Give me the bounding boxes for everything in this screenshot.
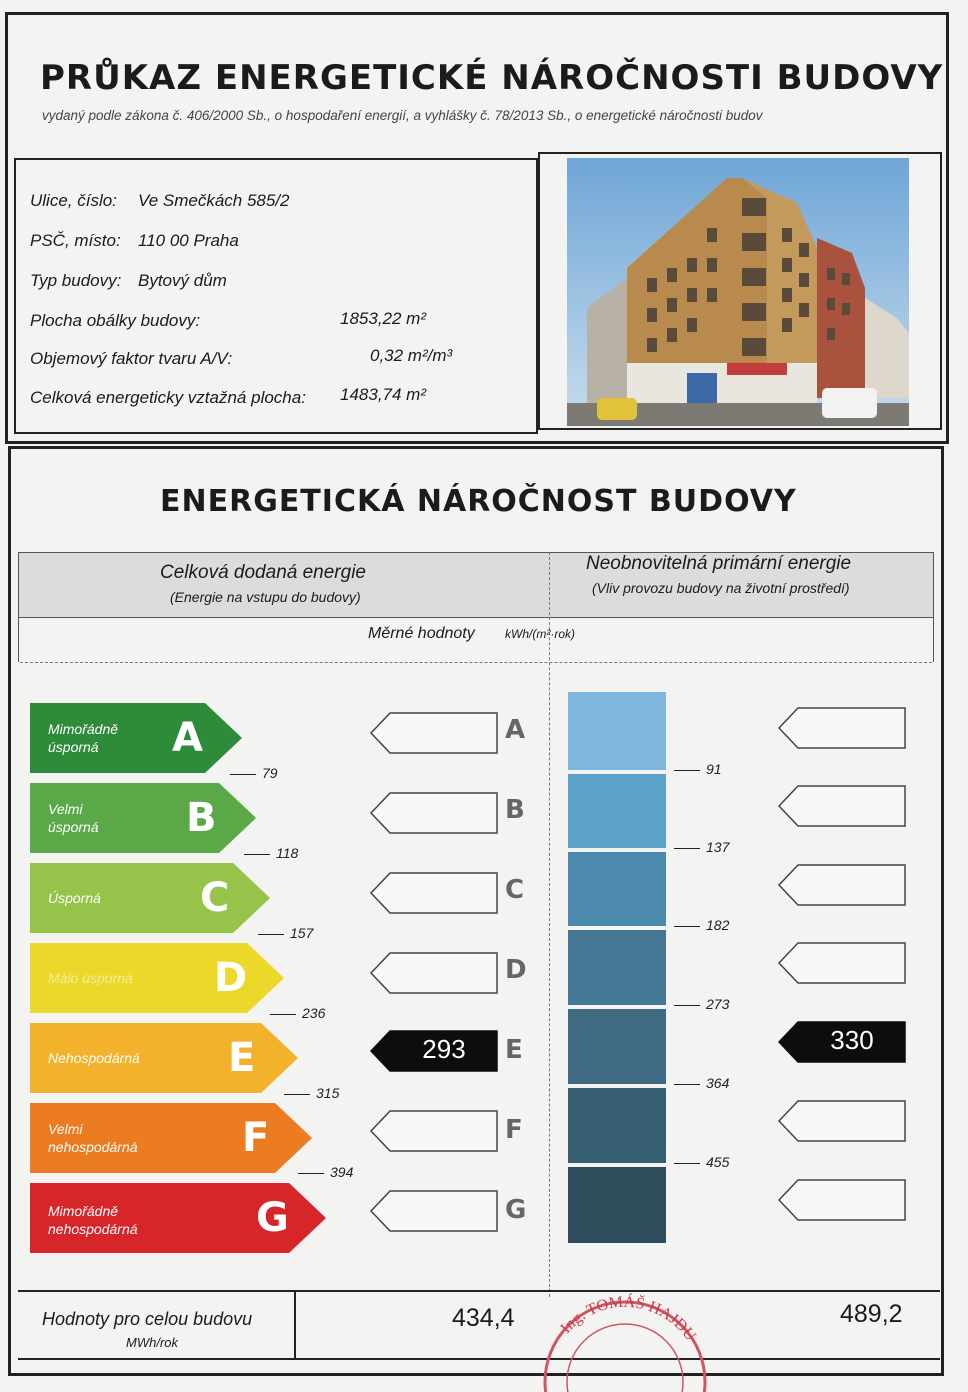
type-value: Bytový dům <box>138 271 227 290</box>
right-indicator-b-outline <box>779 786 905 826</box>
right-column-subtitle: (Vliv provozu budovy na životní prostředí) <box>592 580 850 596</box>
class-arrow-b <box>30 783 256 853</box>
right-threshold-2-value: 137 <box>706 839 730 855</box>
primary-block-a <box>568 692 666 770</box>
left-threshold-2-value: 118 <box>276 845 299 861</box>
primary-block-d <box>568 930 666 1005</box>
left-indicator-b <box>370 792 498 834</box>
left-indicator-g <box>370 1190 498 1232</box>
stamp-inner-ring <box>567 1324 683 1392</box>
totals-divider <box>294 1290 296 1360</box>
primary-block-b <box>568 774 666 848</box>
right-indicator-d <box>778 942 906 984</box>
left-indicator-f <box>370 1110 498 1152</box>
right-threshold-3 <box>674 917 729 933</box>
side-letter-c: C <box>505 875 525 905</box>
left-threshold-4-value: 236 <box>302 1005 326 1021</box>
page-title: PRŮKAZ ENERGETICKÉ NÁROČNOSTI BUDOVY <box>40 58 944 98</box>
class-arrow-f <box>30 1103 312 1173</box>
left-threshold-3 <box>258 925 313 941</box>
factor-value: 0,32 m²/m³ <box>370 346 453 365</box>
class-arrow-e <box>30 1023 298 1093</box>
left-indicator-g-outline <box>371 1191 497 1231</box>
column-divider <box>549 552 550 1297</box>
class-arrow-g <box>30 1183 326 1253</box>
totals-label: Hodnoty pro celou budovu <box>42 1309 253 1329</box>
building-photo-svg <box>567 158 909 426</box>
right-threshold-5 <box>674 1075 729 1091</box>
factor-label: Objemový faktor tvaru A/V: <box>30 349 233 368</box>
class-c-label-1: Úsporná <box>48 890 101 906</box>
right-indicator-f-outline <box>779 1101 905 1141</box>
left-indicator-d-outline <box>371 953 497 993</box>
right-threshold-1 <box>674 761 722 777</box>
stamp-text-path: Ing. TOMÁŠ HAJDU <box>557 1293 700 1345</box>
primary-block-e <box>568 1009 666 1084</box>
left-threshold-5 <box>284 1085 339 1101</box>
class-arrow-a <box>30 703 242 773</box>
class-e-label-1: Nehospodárná <box>48 1050 140 1066</box>
right-threshold-2 <box>674 839 729 855</box>
left-indicator-a-outline <box>371 713 497 753</box>
right-threshold-6 <box>674 1154 729 1170</box>
area-label: Celková energeticky vztažná plocha: <box>30 388 306 407</box>
right-indicator-g <box>778 1179 906 1221</box>
street-label: Ulice, číslo: <box>30 191 117 210</box>
left-column-title: Celková dodaná energie <box>160 562 366 583</box>
psc-label: PSČ, místo: <box>30 231 121 250</box>
right-indicator-c <box>778 864 906 906</box>
psc-value: 110 00 Praha <box>138 231 239 250</box>
left-indicator-d <box>370 952 498 994</box>
class-f-label-1: Velmi <box>48 1121 83 1137</box>
side-letter-g: G <box>505 1195 527 1225</box>
right-threshold-6-value: 455 <box>706 1154 730 1170</box>
right-value: 330 <box>830 1025 874 1055</box>
primary-block-c <box>568 852 666 926</box>
specific-values-unit: kWh/(m²·rok) <box>505 627 575 641</box>
right-indicator-a <box>778 707 906 749</box>
right-indicator-g-outline <box>779 1180 905 1220</box>
class-b-label-1: Velmi <box>48 801 83 817</box>
class-b-letter: B <box>186 795 217 841</box>
stamp-outer-ring <box>545 1302 705 1392</box>
primary-block-g <box>568 1167 666 1243</box>
left-threshold-2 <box>244 845 298 861</box>
right-indicator-f <box>778 1100 906 1142</box>
right-column-title: Neobnovitelná primární energie <box>586 553 852 574</box>
building-photo <box>567 158 909 426</box>
certification-stamp <box>530 1282 720 1392</box>
left-indicator-c <box>370 872 498 914</box>
side-letter-d: D <box>505 955 527 985</box>
right-indicator-c-outline <box>779 865 905 905</box>
right-threshold-4-value: 273 <box>706 996 730 1012</box>
side-letter-f: F <box>505 1115 523 1145</box>
class-g-letter: G <box>256 1195 289 1241</box>
class-a-letter: A <box>172 715 203 761</box>
class-a-label-1: Mimořádně <box>48 721 119 737</box>
right-indicator-a-outline <box>779 708 905 748</box>
primary-block-f <box>568 1088 666 1163</box>
class-c-letter: C <box>200 875 230 921</box>
left-threshold-3-value: 157 <box>290 925 314 941</box>
side-letter-b: B <box>505 795 525 825</box>
class-g-label-1: Mimořádně <box>48 1203 119 1219</box>
left-indicator-c-outline <box>371 873 497 913</box>
area-value: 1483,74 m² <box>340 385 426 404</box>
class-arrow-d <box>30 943 284 1013</box>
left-indicator-f-outline <box>371 1111 497 1151</box>
type-label: Typ budovy: <box>30 271 122 290</box>
class-f-letter: F <box>242 1115 270 1161</box>
class-b-label-2: úsporná <box>48 819 99 835</box>
left-indicator-b-outline <box>371 793 497 833</box>
totals-unit: MWh/rok <box>126 1335 178 1350</box>
left-indicator-a <box>370 712 498 754</box>
stamp-text <box>557 1292 699 1345</box>
totals-right-value: 489,2 <box>840 1300 903 1328</box>
class-d-letter: D <box>214 955 248 1001</box>
section-title: ENERGETICKÁ NÁROČNOST BUDOVY <box>160 484 797 519</box>
class-arrow-c <box>30 863 270 933</box>
left-value: 293 <box>422 1034 466 1064</box>
left-column-subtitle: (Energie na vstupu do budovy) <box>170 589 361 605</box>
left-threshold-4 <box>270 1005 325 1021</box>
left-threshold-6-value: 394 <box>330 1164 354 1180</box>
left-threshold-1 <box>230 765 278 781</box>
street-value: Ve Smečkách 585/2 <box>138 191 290 210</box>
class-e-letter: E <box>228 1035 256 1081</box>
page-subtitle: vydaný podle zákona č. 406/2000 Sb., o hospodaření energií, a vyhlášky č. 78/2013 Sb., o energetické náročnosti budov <box>42 108 763 123</box>
class-g-label-2: nehospodárná <box>48 1221 138 1237</box>
dashed-separator <box>20 662 932 663</box>
envelope-label: Plocha obálky budovy: <box>30 311 201 330</box>
envelope-value: 1853,22 m² <box>340 309 426 328</box>
right-indicator-d-outline <box>779 943 905 983</box>
left-threshold-5-value: 315 <box>316 1085 340 1101</box>
left-threshold-6 <box>298 1164 353 1180</box>
class-f-label-2: nehospodárná <box>48 1139 138 1155</box>
totals-left-value: 434,4 <box>452 1304 515 1332</box>
class-a-label-2: úsporná <box>48 739 99 755</box>
right-indicator-b <box>778 785 906 827</box>
side-letter-e: E <box>505 1035 523 1065</box>
right-threshold-1-value: 91 <box>706 761 722 777</box>
right-threshold-3-value: 182 <box>706 917 730 933</box>
specific-values-row <box>18 618 934 662</box>
specific-values-label: Měrné hodnoty <box>368 625 475 642</box>
class-d-label-1: Málo úsporná <box>48 970 133 986</box>
side-letter-a: A <box>505 715 526 745</box>
right-threshold-5-value: 364 <box>706 1075 730 1091</box>
left-threshold-1-value: 79 <box>262 765 278 781</box>
right-threshold-4 <box>674 996 729 1012</box>
